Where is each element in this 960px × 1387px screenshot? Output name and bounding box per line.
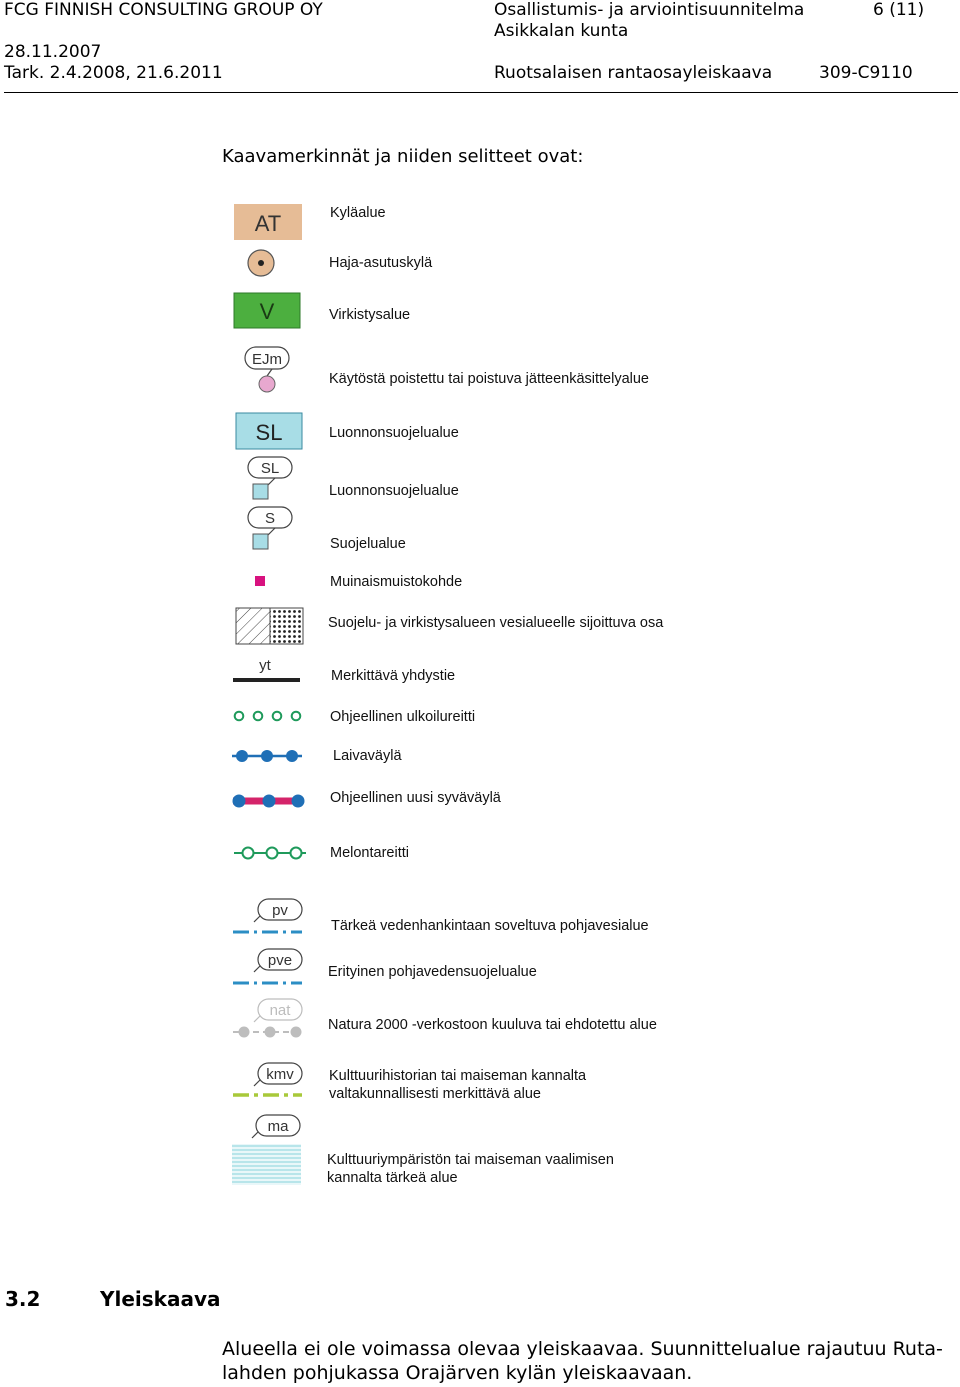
svg-text:S: S [264, 510, 276, 527]
stripe-fill [232, 1144, 301, 1185]
protection-area-symbol [243, 504, 299, 554]
revision-dates: Tark. 2.4.2008, 21.6.2011 [4, 63, 223, 83]
national-landscape-symbol [230, 1059, 310, 1103]
legend-label: Kyläalue [330, 205, 386, 221]
municipality: Asikkalan kunta [494, 21, 629, 41]
project-code: 309-C9110 [819, 63, 913, 83]
page-number: 6 (11) [873, 0, 925, 20]
svg-text:ma: ma [267, 1118, 289, 1135]
outdoor-route-symbol [230, 706, 306, 726]
legend-label: Merkittävä yhdystie [331, 668, 456, 684]
legend-label: Suojelu- ja virkistysalueen vesialueelle sijoittuva osa [328, 615, 664, 631]
ancient-monument-symbol [252, 573, 268, 589]
legend-label: Melontareitti [330, 845, 409, 861]
legend-label: Luonnonsuojelualue [329, 483, 459, 499]
svg-text:V: V [259, 299, 275, 324]
legend-label: Virkistysalue [329, 307, 411, 323]
svg-text:SL: SL [255, 420, 283, 445]
legend-label: Kulttuurihistorian tai maiseman kannalta [329, 1068, 587, 1084]
company-name: FCG FINNISH CONSULTING GROUP OY [4, 0, 323, 20]
legend-label: Erityinen pohjavedensuojelualue [328, 964, 537, 980]
shipping-lane-symbol [230, 746, 306, 766]
legend-label: Kulttuuriympäristön tai maiseman vaalimisen [327, 1152, 614, 1168]
natura-area-symbol [230, 995, 310, 1041]
recreation-area-symbol [230, 289, 306, 333]
svg-text:kmv: kmv [266, 1066, 294, 1083]
svg-text:SL: SL [260, 460, 280, 477]
legend-label: Käytöstä poistettu tai poistuva jätteenkäsittelyalue [329, 371, 649, 387]
village-area-symbol [230, 200, 306, 244]
body-line: lahden pohjukassa Orajärven kylän yleiskaavaan. [222, 1362, 693, 1384]
legend-label: Haja-asutuskylä [329, 255, 433, 271]
section-number: 3.2 [5, 1287, 41, 1311]
canoe-route-symbol [232, 842, 312, 864]
legend-label: Ohjeellinen uusi syväväylä [330, 790, 501, 806]
nature-reserve-point-symbol [243, 454, 299, 504]
legend-label-line2: valtakunnallisesti merkittävä alue [329, 1086, 541, 1102]
legend-intro: Kaavamerkinnät ja niiden selitteet ovat: [222, 146, 584, 167]
legend-label: Muinaismuistokohde [330, 574, 463, 590]
legend-label: Suojelualue [330, 536, 406, 552]
document-type: Osallistumis- ja arviointisuunnitelma [494, 0, 805, 20]
dispersed-village-symbol [244, 246, 278, 280]
legend-label: Natura 2000 -verkostoon kuuluva tai ehdotettu alue [328, 1017, 657, 1033]
cultural-environment-symbol [228, 1111, 308, 1191]
groundwater-area-symbol [230, 895, 310, 939]
body-line: Alueella ei ole voimassa olevaa yleiskaavaa. Suunnittelualue rajautuu Ruta- [222, 1338, 943, 1360]
water-area-hatch-symbol [232, 604, 308, 648]
section-title: Yleiskaava [100, 1287, 221, 1311]
deep-channel-symbol [230, 790, 310, 812]
legend-label-line2: kannalta tärkeä alue [327, 1170, 458, 1186]
plan-name: Ruotsalaisen rantaosayleiskaava [494, 63, 773, 83]
svg-text:pv: pv [272, 902, 288, 919]
document-date: 28.11.2007 [4, 42, 102, 62]
groundwater-protection-symbol [230, 945, 310, 989]
connecting-road-symbol [230, 654, 306, 686]
svg-text:pve: pve [267, 952, 293, 969]
waste-area-symbol [240, 344, 296, 396]
legend-label: Luonnonsuojelualue [329, 425, 459, 441]
legend-label: Ohjeellinen ulkoilureitti [330, 709, 476, 725]
svg-text:yt: yt [259, 657, 271, 674]
svg-text:nat: nat [269, 1002, 291, 1019]
legend-label: Laivaväylä [333, 748, 402, 764]
symbol-code: AT [254, 211, 282, 236]
svg-text:EJm: EJm [252, 351, 282, 368]
nature-reserve-symbol [232, 409, 308, 453]
section-body [222, 1337, 956, 1385]
legend-label: Tärkeä vedenhankintaan soveltuva pohjavesialue [331, 918, 649, 934]
